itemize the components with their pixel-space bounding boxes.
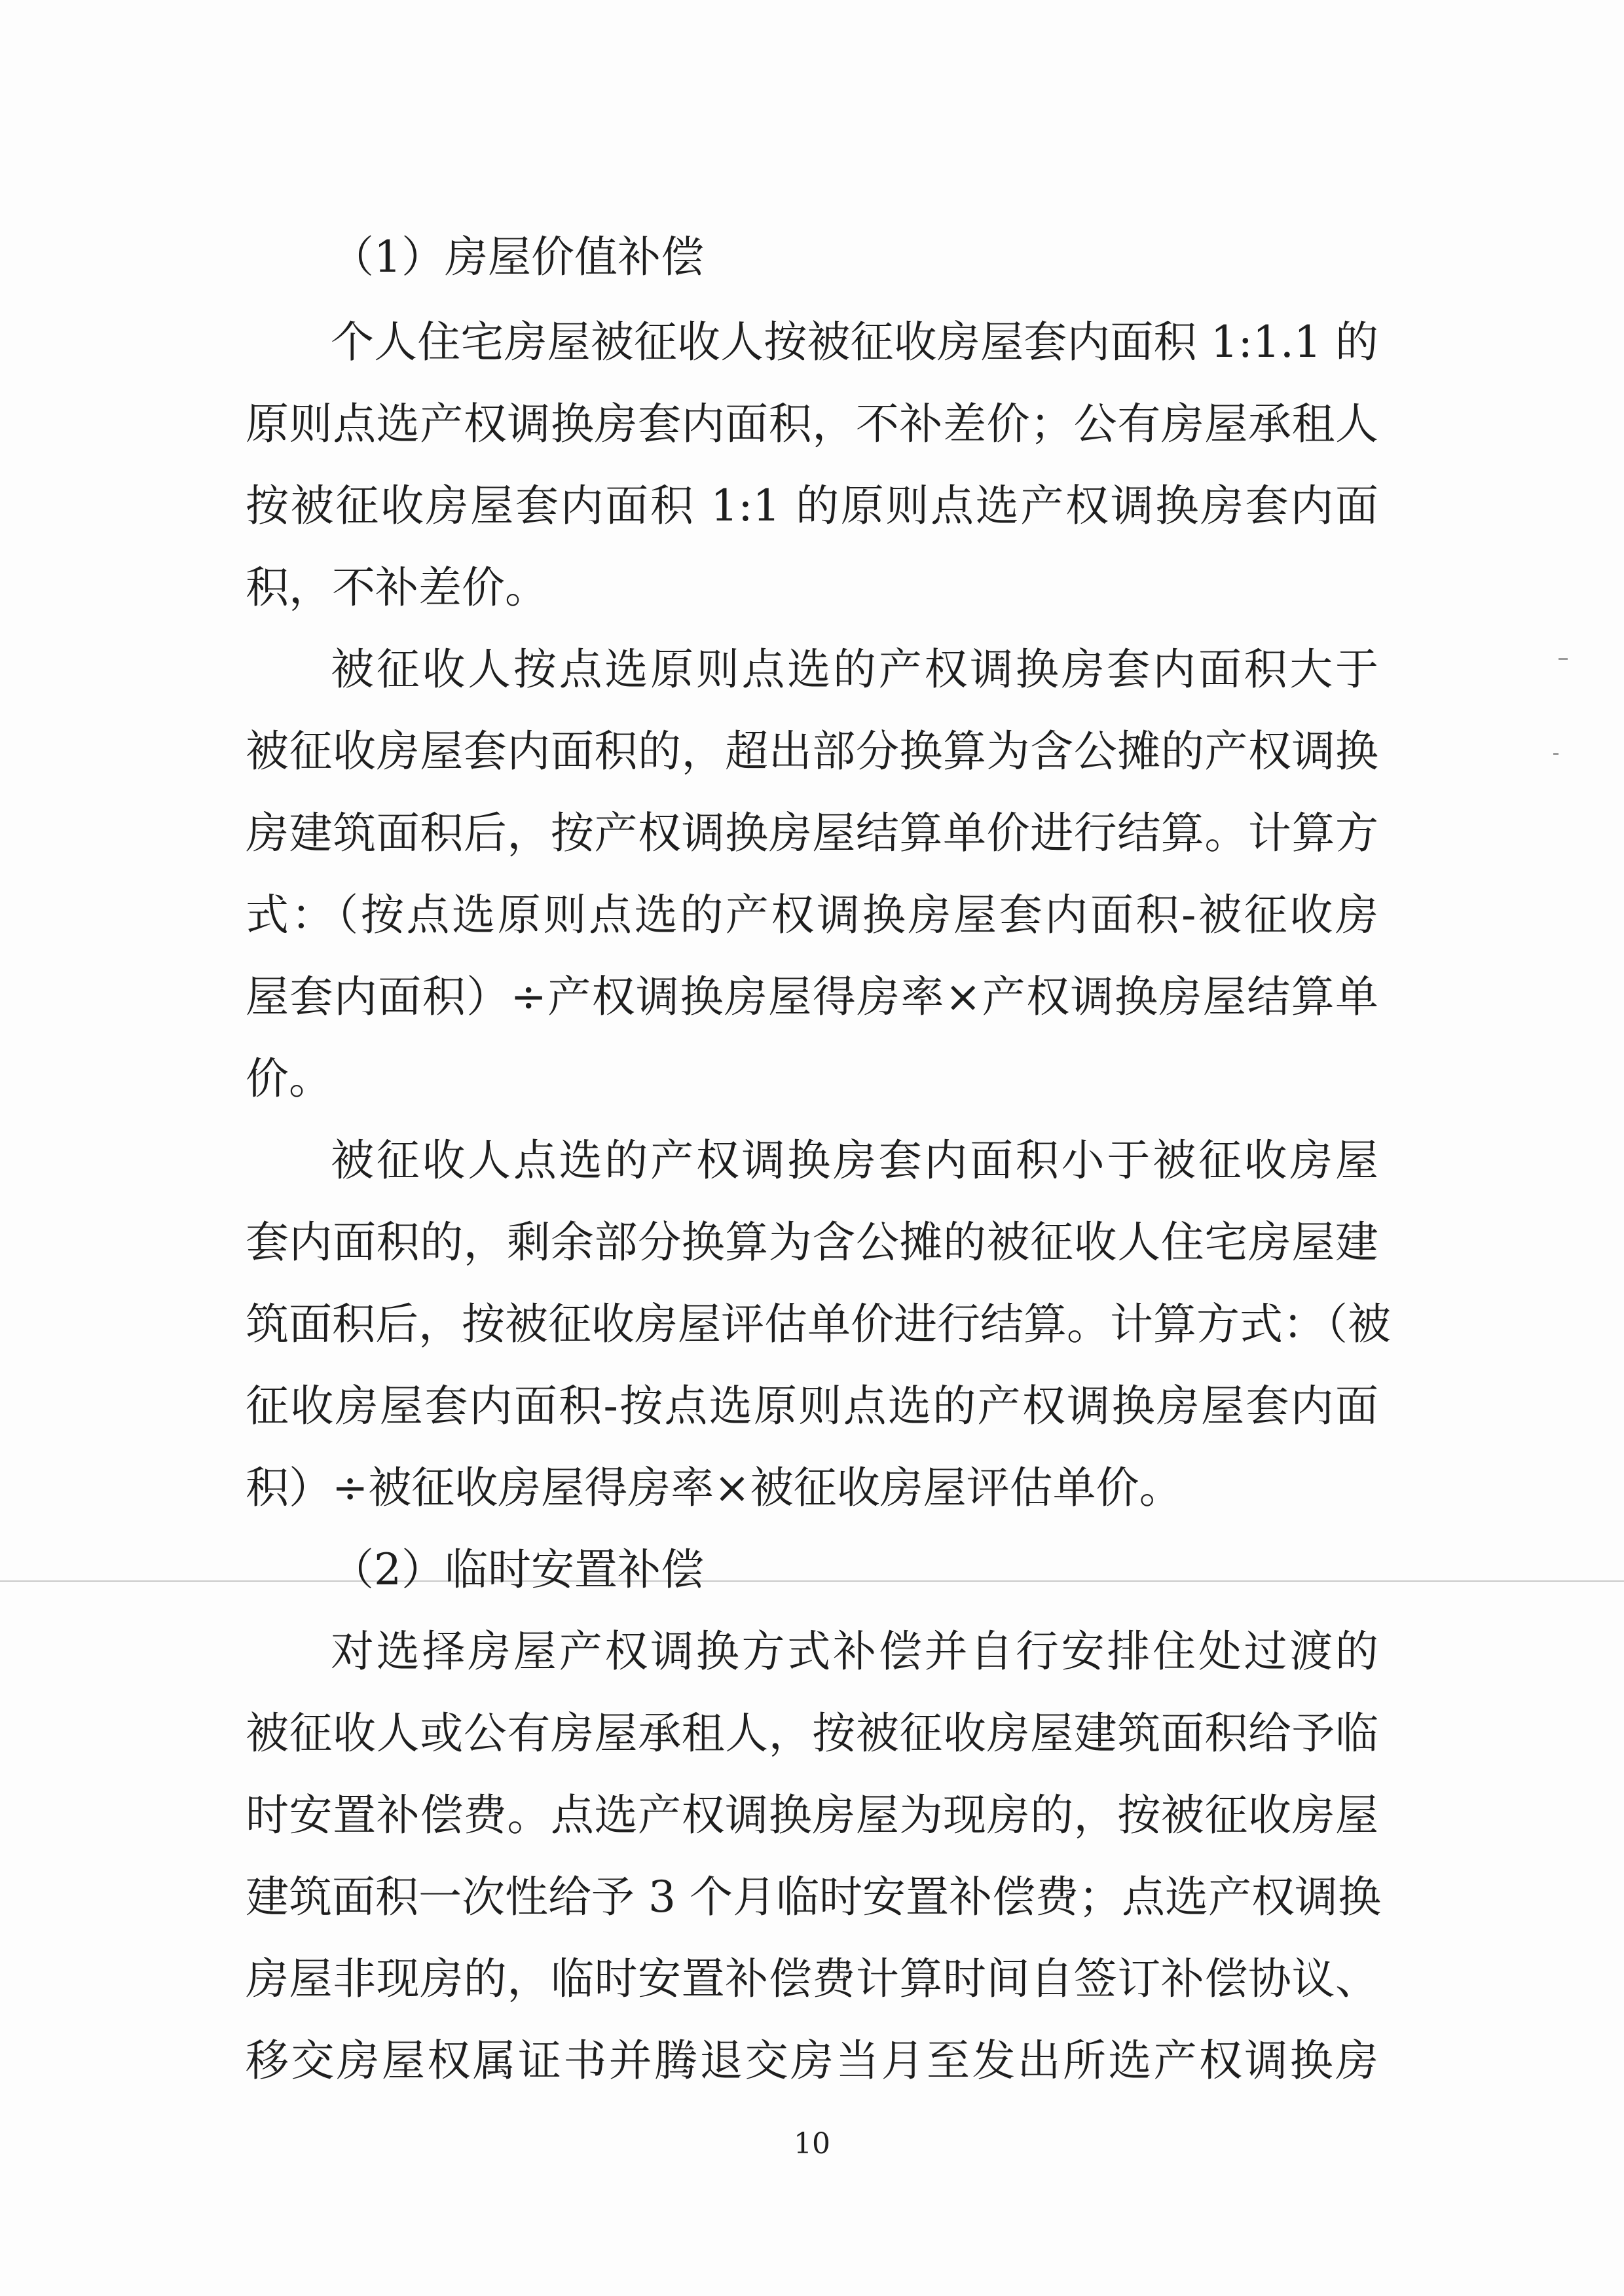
paragraph-line: 屋套内面积）÷产权调换房屋得房率×产权调换房屋结算单 [246, 972, 1378, 1022]
paragraph-line: 移交房屋权属证书并腾退交房当月至发出所选产权调换房 [246, 2035, 1378, 2086]
paragraph-line: 按被征收房屋套内面积 1:1 的原则点选产权调换房套内面 [246, 481, 1378, 531]
section-heading-house-value-compensation: （1）房屋价值补偿 [331, 232, 704, 282]
paragraph-line: 积，不补差价。 [246, 562, 548, 613]
scan-speck [1553, 753, 1559, 755]
paragraph-line: 被征收人或公有房屋承租人，按被征收房屋建筑面积给予临 [246, 1708, 1378, 1758]
page-number: 10 [794, 2127, 830, 2160]
paragraph-line: 价。 [246, 1053, 332, 1104]
paragraph-line: 式：（按点选原则点选的产权调换房屋套内面积-被征收房 [246, 890, 1378, 940]
paragraph-line: 积）÷被征收房屋得房率×被征收房屋评估单价。 [246, 1463, 1183, 1513]
paragraph-line: 房屋非现房的，临时安置补偿费计算时间自签订补偿协议、 [246, 1954, 1378, 2004]
paragraph-line: 被征收人按点选原则点选的产权调换房套内面积大于 [331, 644, 1378, 695]
paragraph-line: 套内面积的，剩余部分换算为含公摊的被征收人住宅房屋建 [246, 1217, 1378, 1267]
paragraph-line: 时安置补偿费。点选产权调换房屋为现房的，按被征收房屋 [246, 1790, 1378, 1840]
paragraph-line: 被征收房屋套内面积的，超出部分换算为含公摊的产权调换 [246, 726, 1378, 776]
scan-artifact-rule [0, 1580, 1624, 1582]
section-heading-temporary-resettlement-compensation: （2）临时安置补偿 [331, 1544, 704, 1595]
paragraph-line: 个人住宅房屋被征收人按被征收房屋套内面积 1:1.1 的 [331, 317, 1378, 367]
scan-speck [1559, 658, 1568, 660]
paragraph-line: 房建筑面积后，按产权调换房屋结算单价进行结算。计算方 [246, 808, 1378, 858]
paragraph-line: 被征收人点选的产权调换房套内面积小于被征收房屋 [331, 1135, 1378, 1186]
paragraph-line: 征收房屋套内面积-按点选原则点选的产权调换房屋套内面 [246, 1381, 1378, 1431]
paragraph-line: 对选择房屋产权调换方式补偿并自行安排住处过渡的 [331, 1626, 1378, 1677]
paragraph-line: 筑面积后，按被征收房屋评估单价进行结算。计算方式：（被 [246, 1299, 1391, 1349]
paragraph-line: 原则点选产权调换房套内面积，不补差价；公有房屋承租人 [246, 399, 1378, 449]
paragraph-line: 建筑面积一次性给予 3 个月临时安置补偿费；点选产权调换 [246, 1872, 1381, 1922]
